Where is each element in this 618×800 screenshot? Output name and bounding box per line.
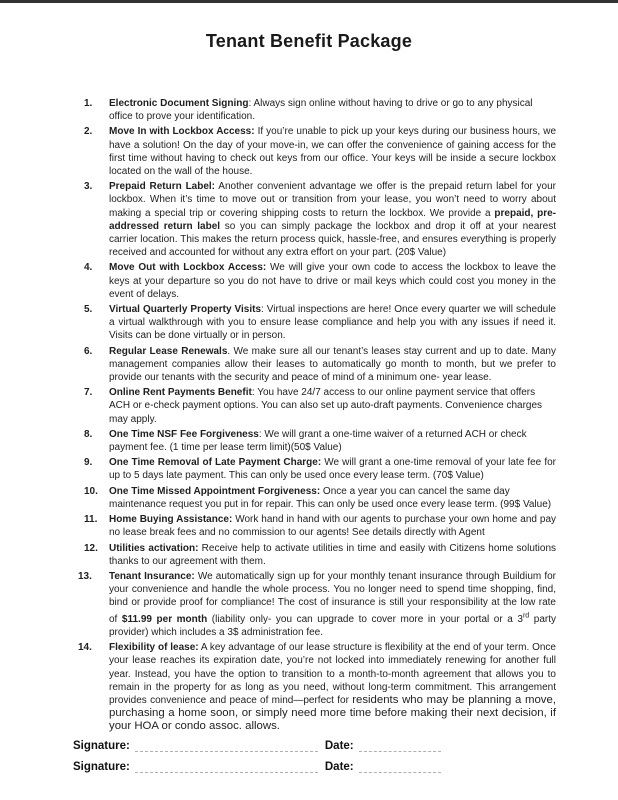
item-number: 10. (84, 485, 98, 497)
benefit-item (62, 303, 556, 343)
benefit-item (62, 570, 556, 639)
signature-line[interactable] (135, 740, 318, 752)
benefit-item (62, 428, 556, 454)
item-text (109, 486, 551, 510)
benefit-item (62, 97, 556, 123)
item-text (109, 642, 556, 732)
text-segment: : We will grant a one-time waiver of a returned ACH or check payment fee. (1 time per lease term limit)(50$ Value) (109, 428, 527, 454)
text-segment: : You have 24/7 access to our online payment service that offers ACH or e-check payment options. You can also set up auto-draft payments. Convenience charges may apply. (109, 387, 543, 425)
item-number: 12. (84, 542, 98, 554)
text-segment: Online Rent Payments Benefit (109, 387, 252, 399)
item-text (109, 181, 556, 258)
text-segment: Prepaid Return Label: (109, 181, 216, 193)
benefit-list (62, 97, 556, 736)
date-line[interactable] (359, 761, 441, 773)
benefit-item (62, 125, 556, 178)
text-segment: Once a year you can cancel the same day maintenance request you put in for repair. This can only be used once every lease term. (99$ Value) (109, 485, 552, 510)
item-text (109, 98, 533, 122)
item-number: 7. (84, 387, 93, 399)
item-text (109, 571, 556, 638)
signature-row (73, 738, 473, 752)
text-segment: Home Buying Assistance: (109, 514, 233, 526)
item-number: 9. (84, 457, 93, 469)
item-text (109, 457, 556, 481)
text-segment: so you can simply package the lockbox and drop it off at your nearest carrier location. This makes the return process quick, hassle-free, and ensures everything is properly received and accounted for without any extra effort on your part. (20$ Value) (109, 220, 556, 259)
item-number: 4. (84, 262, 93, 274)
signature-section (73, 738, 473, 780)
item-number: 1. (84, 98, 93, 109)
item-text (109, 304, 556, 341)
text-segment: A key advantage of our lease structure is flexibility at the end of your term. Once your lease reaches its expiration date, you’re not locked into immediately renewing for another full year. Instead, you have the option to transition to a month-to-month agreement that allows you to remain in the property for as long as you need, without long-term commitment. This arrangement provides convenience and peace of mind—perfect for (109, 642, 556, 707)
text-segment: (liability only- you can upgrade to cover more in your portal or a 3 (207, 613, 523, 625)
text-segment: : Virtual inspections are here! Once every quarter we will schedule a virtual walkthrough with you to ensure lease compliance and help you with any issues if need it. Visits can be done virtually or in person. (109, 304, 556, 342)
item-number: 8. (84, 428, 93, 440)
benefit-item (62, 513, 556, 539)
text-segment: rd (522, 612, 530, 620)
text-segment: Work hand in hand with our agents to purchase your own home and pay no lease break fees and no commission to our agents! See details directly with Agent (109, 514, 556, 539)
benefit-item (62, 542, 556, 568)
item-text (109, 126, 556, 177)
text-segment: Tenant Insurance: (109, 570, 195, 582)
text-segment: Utilities activation: (109, 542, 199, 554)
item-number: 11. (84, 514, 98, 526)
text-segment: prepaid, pre-addressed return label (109, 207, 556, 232)
item-text (109, 429, 527, 453)
signature-row (73, 759, 473, 773)
item-number: 3. (84, 181, 93, 193)
page-title: Tenant Benefit Package (205, 31, 413, 51)
text-segment: Move In with Lockbox Access: (109, 126, 255, 138)
text-segment: party provider) which includes a 3$ administration fee. (109, 613, 557, 639)
benefit-item (62, 456, 556, 482)
text-segment: We will give your own code to access the lockbox to leave the keys at your departure so you do not have to drive or mail keys which could cost you money in the event of delays. (109, 262, 556, 300)
text-segment: Virtual Quarterly Property Visits (109, 304, 262, 316)
item-text (109, 262, 556, 299)
item-number: 13. (78, 570, 92, 582)
text-segment: . We make sure all our tenant’s leases stay current and up to date. Many management companies allow their leases to automatically go month to month, but we prefer to provide our tenants with the security and peace of mind of a minimum one- year lease. (109, 345, 556, 384)
benefit-item (62, 386, 556, 426)
signature-line[interactable] (135, 761, 318, 773)
date-label: Date: (324, 740, 354, 752)
text-segment: One Time Removal of Late Payment Charge: (109, 457, 322, 469)
text-segment: Flexibility of lease: (109, 642, 199, 654)
item-number: 6. (84, 345, 93, 357)
benefit-item (62, 641, 556, 733)
item-number: 5. (84, 304, 93, 316)
signature-label: Signature: (73, 761, 130, 773)
text-segment: One Time Missed Appointment Forgiveness: (109, 485, 321, 497)
benefit-item (62, 485, 556, 511)
benefit-item (62, 261, 556, 301)
item-text (109, 543, 556, 567)
item-text (109, 387, 542, 424)
text-segment: Move Out with Lockbox Access: (109, 262, 267, 274)
item-text (109, 514, 556, 538)
text-segment: If you’re unable to pick up your keys during our business hours, we have a solution! On the day of your move-in, we can offer the convenience of gaining access for the first time without having to check out keys from our office. Your keys will be inside a secure lockbox located on the wall of the house. (109, 126, 557, 178)
text-segment: We will grant a one-time removal of your late fee for up to 5 days late payment. This can only be used once every lease term. (70$ Value) (109, 457, 556, 482)
text-segment: Receive help to activate utilities in time and easily with Citizens home solutions thanks to our agreement with them. (109, 542, 557, 567)
text-segment: $11.99 per month (121, 613, 208, 625)
text-segment: Regular Lease Renewals (109, 345, 228, 357)
signature-label: Signature: (73, 740, 130, 752)
date-line[interactable] (359, 740, 441, 752)
benefit-item (62, 180, 556, 259)
text-segment: Another convenient advantage we offer is the prepaid return label for your lockbox. When it’s time to move out or transition from your lease, you won’t need to worry about making a special trip or covering shipping costs to return the lockbox. We provide a (109, 181, 557, 219)
text-segment: One Time NSF Fee Forgiveness (109, 428, 259, 440)
top-border (0, 0, 618, 3)
item-number: 14. (78, 642, 92, 654)
text-segment: Electronic Document Signing (109, 98, 249, 109)
text-segment: We automatically sign up for your monthly tenant insurance through Buildium for your convenience and handle the whole process. You no longer need to spend time shopping, find, bind or provide proof for compliance! The cost of insurance is still your responsibility at the low rate of (109, 570, 556, 625)
item-text (109, 346, 556, 383)
date-label: Date: (324, 761, 354, 773)
text-segment: : Always sign online without having to drive or go to any physical office to prove your identification. (109, 98, 533, 123)
text-segment: residents who may be planning a move, purchasing a home soon, or simply need more time before making their next decision, if your HOA or condo assoc. allows. (109, 694, 556, 733)
benefit-item (62, 345, 556, 385)
item-number: 2. (84, 126, 93, 138)
